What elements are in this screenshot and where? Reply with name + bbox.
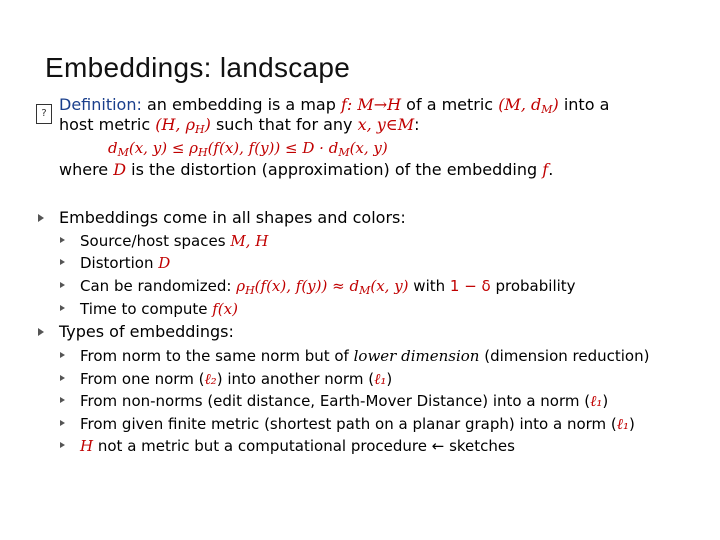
- types-item-dimension: From norm to the same norm but of lower dimension (dimension reduction): [80, 347, 650, 365]
- types-heading: Types of embeddings:: [59, 322, 234, 341]
- metric-H: (H, $\rho_H$): [155, 115, 211, 136]
- sub-bullet-icon: [60, 375, 65, 381]
- types-item-finite-metric: From given finite metric (shortest path on a planar graph) into a norm (ℓ₁): [80, 415, 635, 433]
- definition-text: host metric: [59, 115, 156, 134]
- definition-label: Definition:: [59, 95, 142, 114]
- definition-text: :: [414, 115, 420, 134]
- xy-expression: x, y∈M: [357, 115, 415, 134]
- types-item-sketches: H not a metric but a computational procedure ← sketches: [80, 437, 515, 455]
- sub-bullet-icon: [60, 305, 65, 311]
- definition-text: an embedding is a map: [141, 95, 341, 114]
- sub-bullet-icon: [60, 259, 65, 265]
- shapes-item-spaces: Source/host spaces M, H: [80, 232, 269, 250]
- shapes-item-time: Time to compute f(x): [80, 300, 238, 318]
- definition-text: such that for any: [210, 115, 358, 134]
- bullet-icon: [38, 214, 44, 222]
- types-item-norm-to-norm: From one norm (ℓ₂) into another norm (ℓ₁): [80, 370, 393, 388]
- slide-title: Embeddings: landscape: [45, 52, 351, 83]
- types-item-non-norms: From non-norms (edit distance, Earth-Mover Distance) into a norm (ℓ₁): [80, 392, 609, 410]
- metric-M: (M, $d_M$): [498, 95, 559, 116]
- definition-text: of a metric: [401, 95, 499, 114]
- sub-bullet-icon: [60, 237, 65, 243]
- distortion-inequality: $d_M(x$, $y) \le \rho_H(f(x)$, $f(y)) \le D \cdot d_M(x$, y): [108, 139, 388, 159]
- missing-glyph-icon: ?: [36, 104, 52, 124]
- shapes-item-distortion: Distortion D: [80, 254, 171, 272]
- shapes-item-randomized: Can be randomized: $\rho_H(f(x)$, $f(y)) \approx d_M(x$, y) with 1 − δ probability: [80, 277, 576, 297]
- definition-line-2: [59, 115, 419, 140]
- shapes-heading: Embeddings come in all shapes and colors:: [59, 208, 406, 227]
- map-expression: f: M→H: [340, 95, 402, 114]
- sub-bullet-icon: [60, 352, 65, 358]
- sub-bullet-icon: [60, 282, 65, 288]
- bullet-icon: [38, 328, 44, 336]
- definition-text: into a: [558, 95, 610, 114]
- sub-bullet-icon: [60, 420, 65, 426]
- sub-bullet-icon: [60, 442, 65, 448]
- definition-where-line: where D is the distortion (approximation) of the embedding f.: [59, 160, 554, 179]
- sub-bullet-icon: [60, 397, 65, 403]
